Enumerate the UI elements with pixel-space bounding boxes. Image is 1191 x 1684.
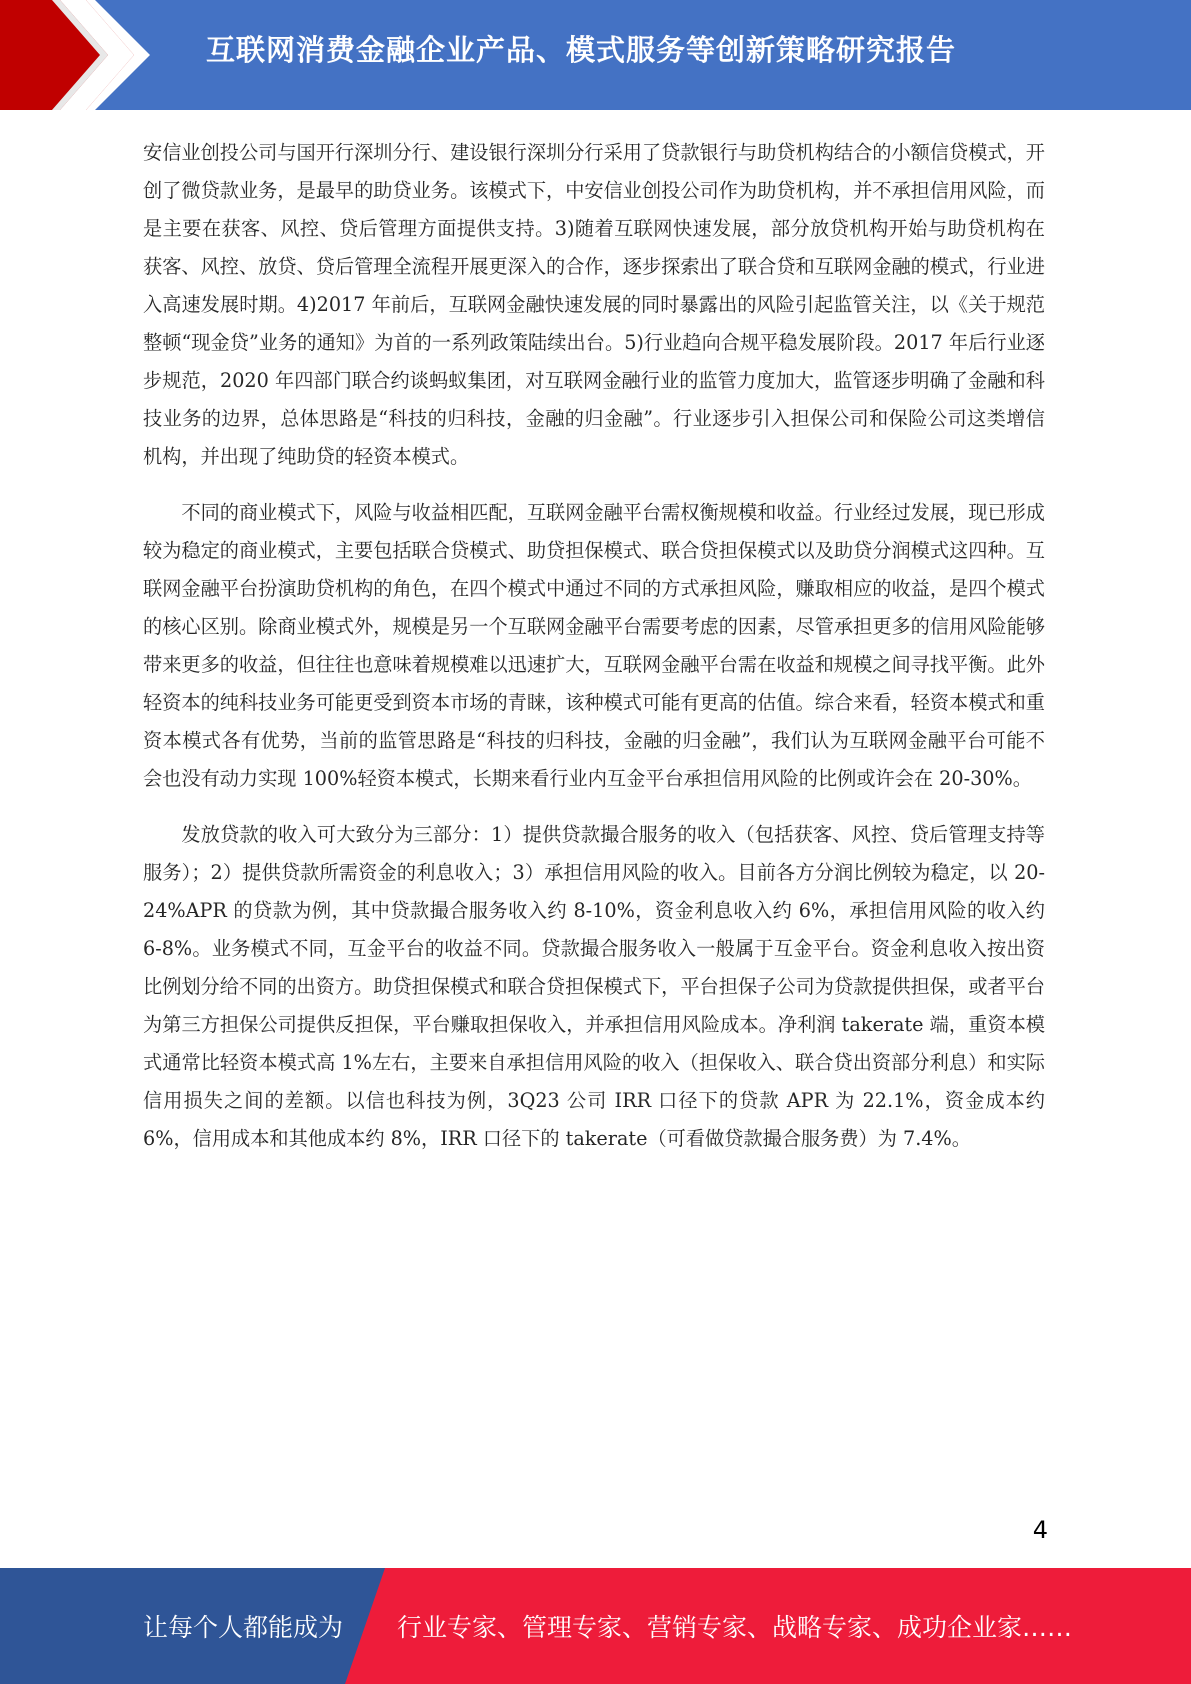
body-paragraph: 不同的商业模式下，风险与收益相匹配，互联网金融平台需权衡规模和收益。行业经过发展，现已形成较为稳定的商业模式，主要包括联合贷模式、助贷担保模式、联合贷担保模式以及助贷分润模式这四种。互联网金融平台扮演助贷机构的角色，在四个模式中通过不同的方式承担风险，赚取相应的收益，是四个模式的核心区别。除商业模式外，规模是另一个互联网金融平台需要考虑的因素，尽管承担更多的信用风险能够带来更多的收益，但往往也意味着规模难以迅速扩大，互联网金融平台需在收益和规模之间寻找平衡。此外轻资本的纯科技业务可能更受到资本市场的青睐，该种模式可能有更高的估值。综合来看，轻资本模式和重资本模式各有优势，当前的监管思路是“科技的归科技，金融的归金融”，我们认为互联网金融平台可能不会也没有动力实现 100%轻资本模式，长期来看行业内互金平台承担信用风险的比例或许会在 20-30%。	[143, 501, 1045, 790]
footer-slogan-right: 行业专家、管理专家、营销专家、战略专家、成功企业家……	[397, 1613, 1073, 1642]
footer-slogan-left: 让每个人都能成为	[143, 1613, 344, 1642]
body-paragraph: 发放贷款的收入可大致分为三部分：1）提供贷款撮合服务的收入（包括获客、风控、贷后管理支持等服务）；2）提供贷款所需资金的利息收入；3）承担信用风险的收入。目前各方分润比例较为稳定，以 20-24%APR 的贷款为例，其中贷款撮合服务收入约 8-10%，资金利息收入约 6%，承担信用风险的收入约 6-8%。业务模式不同，互金平台的收益不同。贷款撮合服务收入一般属于互金平台。资金利息收入按出资比例划分给不同的出资方。助贷担保模式和联合贷担保模式下，平台担保子公司为贷款提供担保，或者平台为第三方担保公司提供反担保，平台赚取担保收入，并承担信用风险成本。净利润 takerate 端，重资本模式通常比轻资本模式高 1%左右，主要来自承担信用风险的收入（担保收入、联合贷出资部分利息）和实际信用损失之间的差额。以信也科技为例，3Q23 公司 IRR 口径下的贷款 APR 为 22.1%，资金成本约 6%，信用成本和其他成本约 8%，IRR 口径下的 takerate（可看做贷款撮合服务费）为 7.4%。	[143, 823, 1045, 1150]
page-header	[0, 0, 1191, 110]
page-footer	[0, 1568, 1191, 1684]
report-title: 互联网消费金融企业产品、模式服务等创新策略研究报告	[206, 33, 957, 67]
document-body	[143, 134, 1045, 1176]
header-chevron-logo	[0, 0, 150, 110]
body-paragraph-continued: 安信业创投公司与国开行深圳分行、建设银行深圳分行采用了贷款银行与助贷机构结合的小额信贷模式，开创了微贷款业务，是最早的助贷业务。该模式下，中安信业创投公司作为助贷机构，并不承担信用风险，而是主要在获客、风控、贷后管理方面提供支持。3)随着互联网快速发展，部分放贷机构开始与助贷机构在获客、风控、放贷、贷后管理全流程开展更深入的合作，逐步探索出了联合贷和互联网金融的模式，行业进入高速发展时期。4)2017 年前后，互联网金融快速发展的同时暴露出的风险引起监管关注，以《关于规范整顿“现金贷”业务的通知》为首的一系列政策陆续出台。5)行业趋向合规平稳发展阶段。2017 年后行业逐步规范，2020 年四部门联合约谈蚂蚁集团，对互联网金融行业的监管力度加大，监管逐步明确了金融和科技业务的边界，总体思路是“科技的归科技，金融的归金融”。行业逐步引入担保公司和保险公司这类增信机构，并出现了纯助贷的轻资本模式。	[143, 141, 1045, 468]
page-number: 4	[1032, 1516, 1048, 1544]
